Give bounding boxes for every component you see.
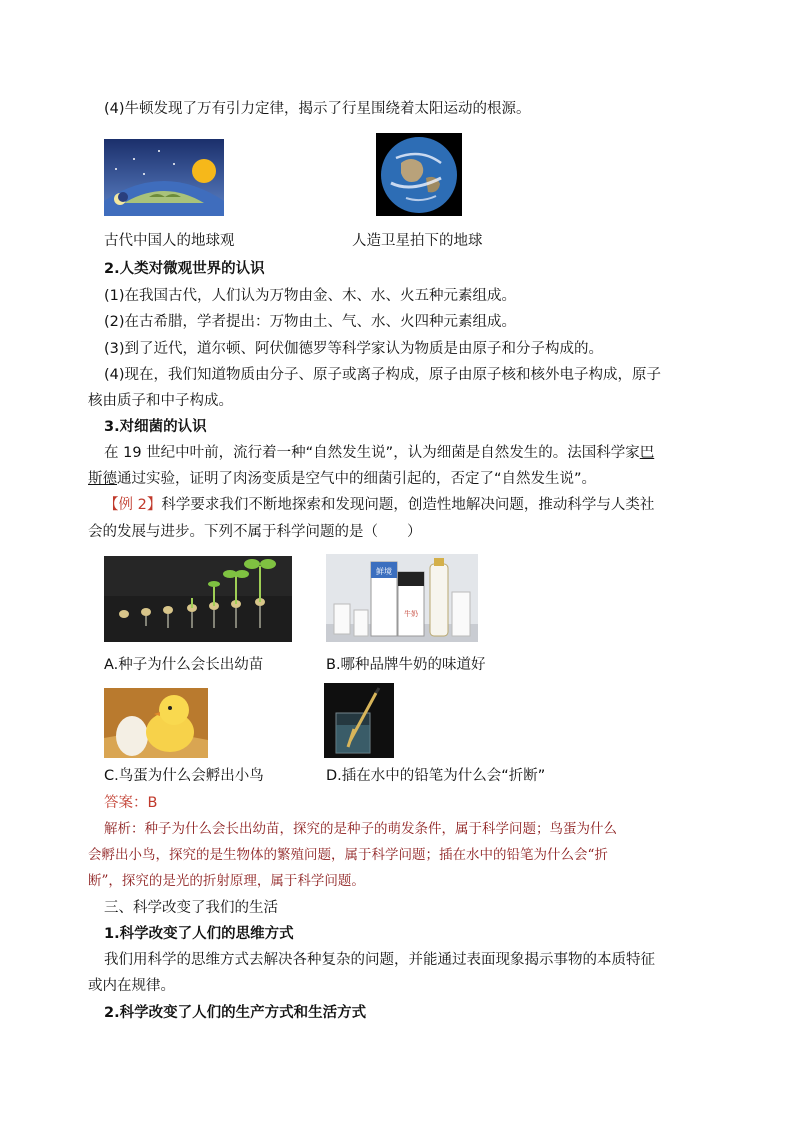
micro-p2: (2)在古希腊，学者提出：万物由土、气、水、火四种元素组成。 <box>104 314 517 330</box>
example-tag: 【例 2】 <box>104 497 162 513</box>
milk-image <box>326 554 478 642</box>
section3-title: 三、科学改变了我们的生活 <box>104 900 278 916</box>
pasteur-name-part2: 斯德 <box>88 471 117 487</box>
bacteria-text-b: 通过实验，证明了肉汤变质是空气中的细菌引起的，否定了“自然发生说”。 <box>117 471 597 487</box>
bacteria-line1 <box>104 443 654 463</box>
bacteria-text-a: 在 19 世纪中叶前，流行着一种“自然发生说”，认为细菌是自然发生的。法国科学家 <box>104 445 640 461</box>
micro-p4-line1: (4)现在，我们知道物质由分子、原子或离子构成，原子由原子核和核外电子构成，原子 <box>104 367 662 383</box>
section3-p1-line2: 或内在规律。 <box>88 978 175 994</box>
newton-text: (4)牛顿发现了万有引力定律，揭示了行星围绕着太阳运动的根源。 <box>104 101 531 117</box>
example-question-a: 科学要求我们不断地探索和发现问题，创造性地解决问题，推动科学与人类社 <box>161 497 655 513</box>
ancient-cosmos-image <box>104 139 224 216</box>
pencil-water-image <box>324 683 394 758</box>
bacteria-heading: 3.对细菌的认识 <box>104 419 207 435</box>
section3-heading2: 2.科学改变了人们的生产方式和生活方式 <box>104 1005 367 1021</box>
option-c: C.鸟蛋为什么会孵出小鸟 <box>104 768 264 784</box>
micro-p1: (1)在我国古代，人们认为万物由金、木、水、火五种元素组成。 <box>104 288 517 304</box>
section3-p1-line1: 我们用科学的思维方式去解决各种复杂的问题，并能通过表面现象揭示事物的本质特征 <box>104 952 655 968</box>
micro-heading: 2.人类对微观世界的认识 <box>104 261 265 277</box>
analysis-line3: 断”，探究的是光的折射原理，属于科学问题。 <box>88 873 365 889</box>
section3-heading1: 1.科学改变了人们的思维方式 <box>104 926 294 942</box>
analysis-line2: 会孵出小鸟，探究的是生物体的繁殖问题，属于科学问题；插在水中的铅笔为什么会“折 <box>88 847 608 863</box>
option-d: D.插在水中的铅笔为什么会“折断” <box>326 768 546 784</box>
milk-label-text: 牛奶 <box>404 610 418 618</box>
bacteria-line2 <box>88 469 596 489</box>
option-b: B.哪种品牌牛奶的味道好 <box>326 657 486 673</box>
chick-egg-image <box>104 688 208 758</box>
earth-photo <box>376 133 462 216</box>
example-question-line2: 会的发展与进步。下列不属于科学问题的是（ ） <box>88 524 422 540</box>
milk-label-brand: 鲜境 <box>376 567 392 576</box>
analysis-line1: 解析：种子为什么会长出幼苗，探究的是种子的萌发条件，属于科学问题；鸟蛋为什么 <box>104 821 617 837</box>
option-a: A.种子为什么会长出幼苗 <box>104 657 264 673</box>
micro-p3: (3)到了近代，道尔顿、阿伏伽德罗等科学家认为物质是由原子和分子构成的。 <box>104 341 604 357</box>
answer: 答案：B <box>104 795 158 811</box>
micro-p4-line2: 核由质子和中子构成。 <box>88 393 233 409</box>
caption-satellite-earth: 人造卫星拍下的地球 <box>352 233 483 249</box>
caption-ancient-earth: 古代中国人的地球观 <box>104 233 235 249</box>
pasteur-name-part1: 巴 <box>639 445 655 461</box>
seedling-image <box>104 556 292 642</box>
example-question-line1 <box>104 495 654 515</box>
